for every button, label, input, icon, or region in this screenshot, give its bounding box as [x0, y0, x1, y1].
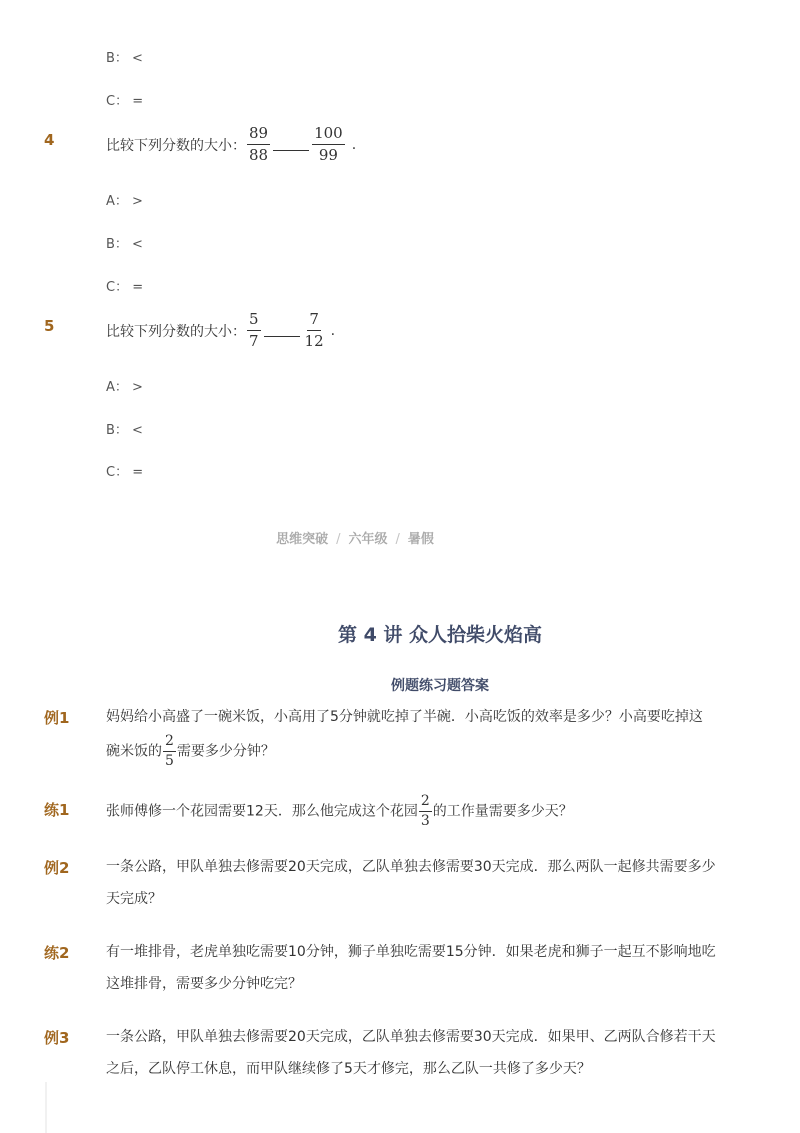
problem-text: 有一堆排骨，老虎单独吃需要10分钟，狮子单独吃需要15分钟．如果老虎和狮子一起互不影响地吃这堆排骨，需要多少分钟吃完？	[106, 944, 716, 992]
problem-tag: 例1	[44, 709, 70, 727]
question-stem	[106, 310, 335, 351]
q5-option-b[interactable]: B： <	[106, 423, 143, 438]
section-title: 例题练习题答案	[391, 678, 489, 694]
margin-rule	[45, 1082, 47, 1133]
fraction	[312, 124, 345, 165]
footer-grade: 六年级	[348, 532, 388, 547]
fraction	[247, 310, 261, 351]
fraction-denominator: 3	[420, 813, 430, 829]
lesson-title: 第 4 讲 众人拾柴火焰高	[337, 624, 543, 646]
problem-text: 一条公路，甲队单独去修需要20天完成，乙队单独去修需要30天完成．那么两队一起修共需要多少天完成？	[106, 859, 716, 907]
period: .	[330, 322, 336, 339]
fraction-numerator: 7	[307, 310, 321, 331]
fraction-numerator: 5	[247, 310, 261, 331]
problem-text-part: 妈妈给小高盛了一碗米饭，小高用了5分钟就吃掉了半碗．小高吃饭的效率是多少？小高要吃掉这碗米饭的	[106, 709, 703, 760]
problem-text	[106, 701, 716, 770]
fraction-denominator: 12	[304, 332, 324, 350]
question-stem	[106, 124, 356, 165]
footer-separator: /	[336, 532, 341, 547]
problem-tag: 例3	[44, 1029, 70, 1047]
problem-text-part: 张师傅修一个花园需要12天．那么他完成这个花园	[106, 803, 418, 820]
problem-text: 一条公路，甲队单独去修需要20天完成，乙队单独去修需要30天完成．如果甲、乙两队合修若干天之后，乙队停工休息，而甲队继续修了5天才修完，那么乙队一共修了多少天？	[106, 1029, 716, 1077]
question-number: 4	[44, 131, 55, 149]
q4-option-b[interactable]: B： <	[106, 237, 143, 252]
fraction	[303, 310, 326, 351]
footer-course: 思维突破	[276, 532, 329, 547]
answer-blank	[273, 150, 309, 151]
problem-tag: 练2	[44, 944, 70, 962]
fraction-denominator: 5	[165, 753, 174, 769]
fraction-denominator: 88	[249, 146, 269, 164]
answer-blank	[264, 336, 300, 337]
footer-separator: /	[395, 532, 400, 547]
question-prompt: 比较下列分数的大小：	[106, 137, 246, 154]
fraction-denominator: 99	[318, 146, 338, 164]
q4-option-a[interactable]: A： >	[106, 194, 143, 209]
fraction	[419, 793, 432, 830]
fraction-numerator: 2	[163, 733, 176, 752]
period: .	[351, 136, 357, 153]
q5-option-a[interactable]: A： >	[106, 380, 143, 395]
problem-tag: 练1	[44, 801, 70, 819]
page-footer	[0, 528, 710, 547]
q5-option-c[interactable]: C： =	[106, 465, 144, 480]
problem-text	[106, 793, 716, 830]
fraction	[247, 124, 270, 165]
fraction-numerator: 89	[247, 124, 270, 145]
problem-text-part: 需要多少分钟？	[176, 743, 275, 760]
problem-text-part: 的工作量需要多少天？	[432, 803, 573, 820]
q4-option-c[interactable]: C： =	[106, 280, 144, 295]
question-prompt: 比较下列分数的大小：	[106, 323, 246, 340]
question-number: 5	[44, 317, 55, 335]
fraction-numerator: 100	[312, 124, 345, 145]
footer-term: 暑假	[407, 532, 434, 547]
fraction-numerator: 2	[419, 793, 432, 812]
fraction	[163, 733, 176, 770]
q3-option-c[interactable]: C： =	[106, 94, 144, 109]
fraction-denominator: 7	[249, 332, 259, 350]
problem-tag: 例2	[44, 859, 70, 877]
q3-option-b[interactable]: B： <	[106, 51, 143, 66]
